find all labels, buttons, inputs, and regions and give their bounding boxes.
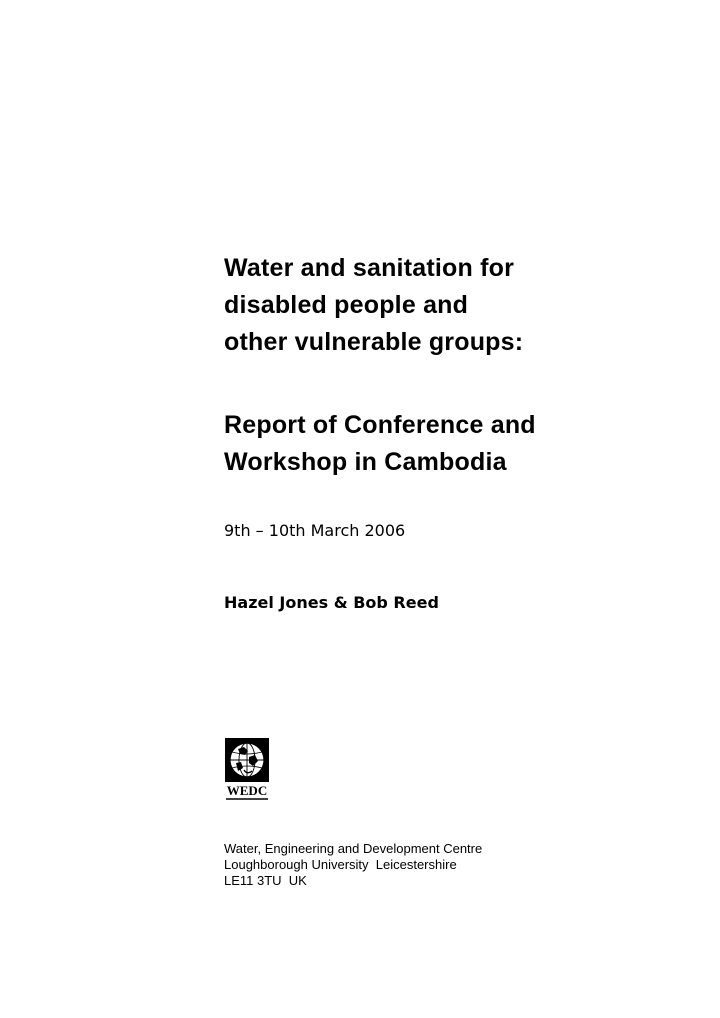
title-line-1: Water and sanitation for bbox=[224, 254, 515, 282]
report-title bbox=[224, 250, 694, 361]
wedc-globe-logo-icon bbox=[224, 737, 270, 801]
subtitle-line-2: Workshop in Cambodia bbox=[224, 448, 507, 476]
title-line-3: other vulnerable groups: bbox=[224, 328, 524, 356]
logo-wordmark: WEDC bbox=[226, 783, 268, 798]
wedc-logo bbox=[224, 737, 270, 801]
subtitle-line-1: Report of Conference and bbox=[224, 411, 536, 439]
publisher-address bbox=[224, 841, 482, 889]
address-line-3: LE11 3TU UK bbox=[224, 873, 307, 888]
title-line-2: disabled people and bbox=[224, 291, 469, 319]
authors: Hazel Jones & Bob Reed bbox=[224, 593, 439, 612]
address-line-2: Loughborough University Leicestershire bbox=[224, 857, 457, 872]
event-date: 9th – 10th March 2006 bbox=[224, 521, 406, 540]
report-subtitle bbox=[224, 407, 694, 481]
address-line-1: Water, Engineering and Development Centre bbox=[224, 841, 483, 856]
